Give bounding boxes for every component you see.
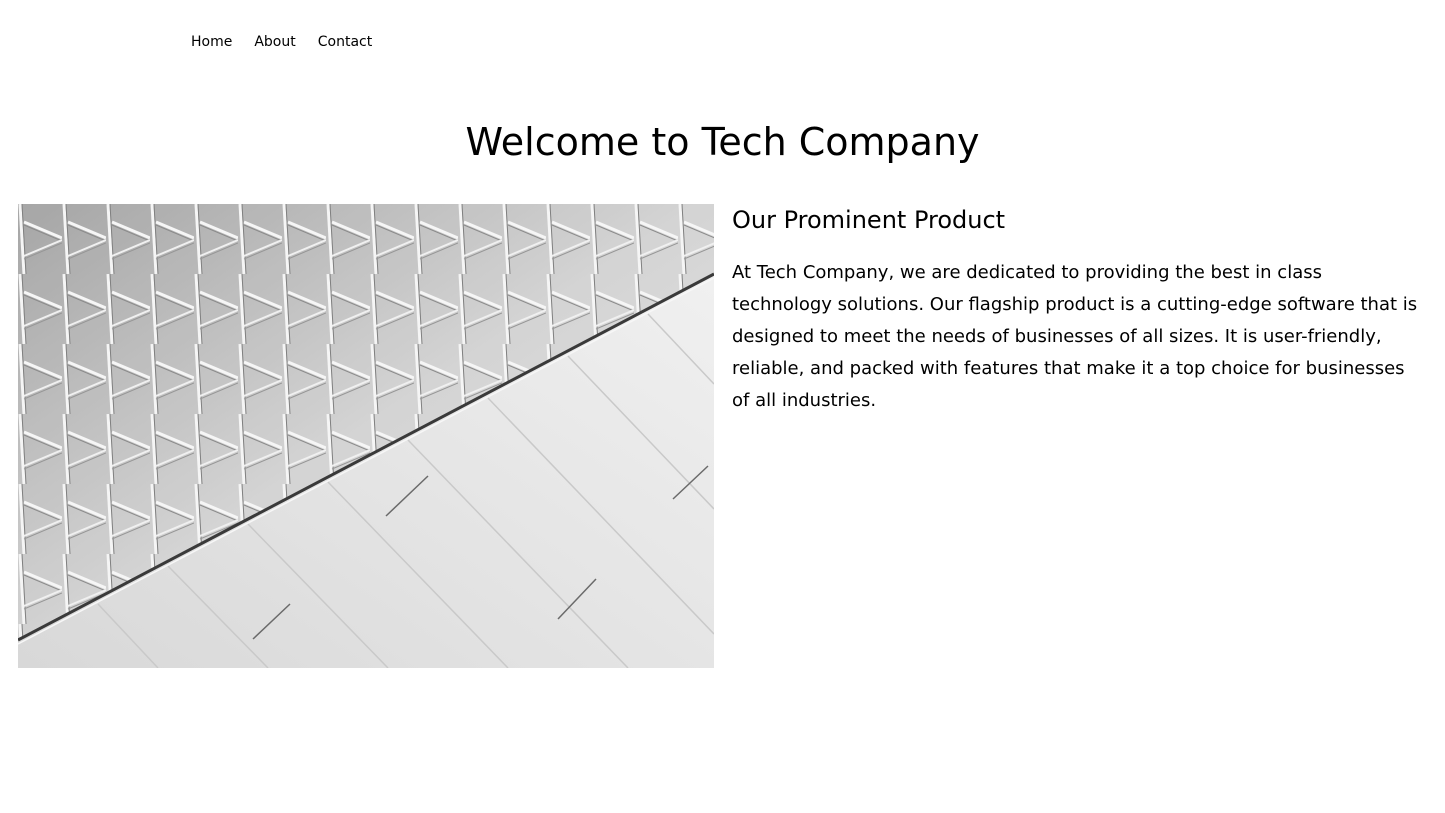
nav-link-about[interactable]: About xyxy=(254,34,296,50)
main-nav xyxy=(180,30,383,54)
page-title: Welcome to Tech Company xyxy=(465,120,980,164)
product-heading: Our Prominent Product xyxy=(732,206,1006,234)
product-description: At Tech Company, we are dedicated to providing the best in class technology solutions. Our flagship product is a cutting-edge software that is designed to meet the needs of businesses of all sizes. It is user-friendly, reliable, and packed with features that make it a top choice for businesses of all industries. xyxy=(732,262,1418,411)
nav-link-contact[interactable]: Contact xyxy=(317,34,373,50)
nav-link-home[interactable]: Home xyxy=(191,34,233,50)
product-image xyxy=(18,204,714,668)
